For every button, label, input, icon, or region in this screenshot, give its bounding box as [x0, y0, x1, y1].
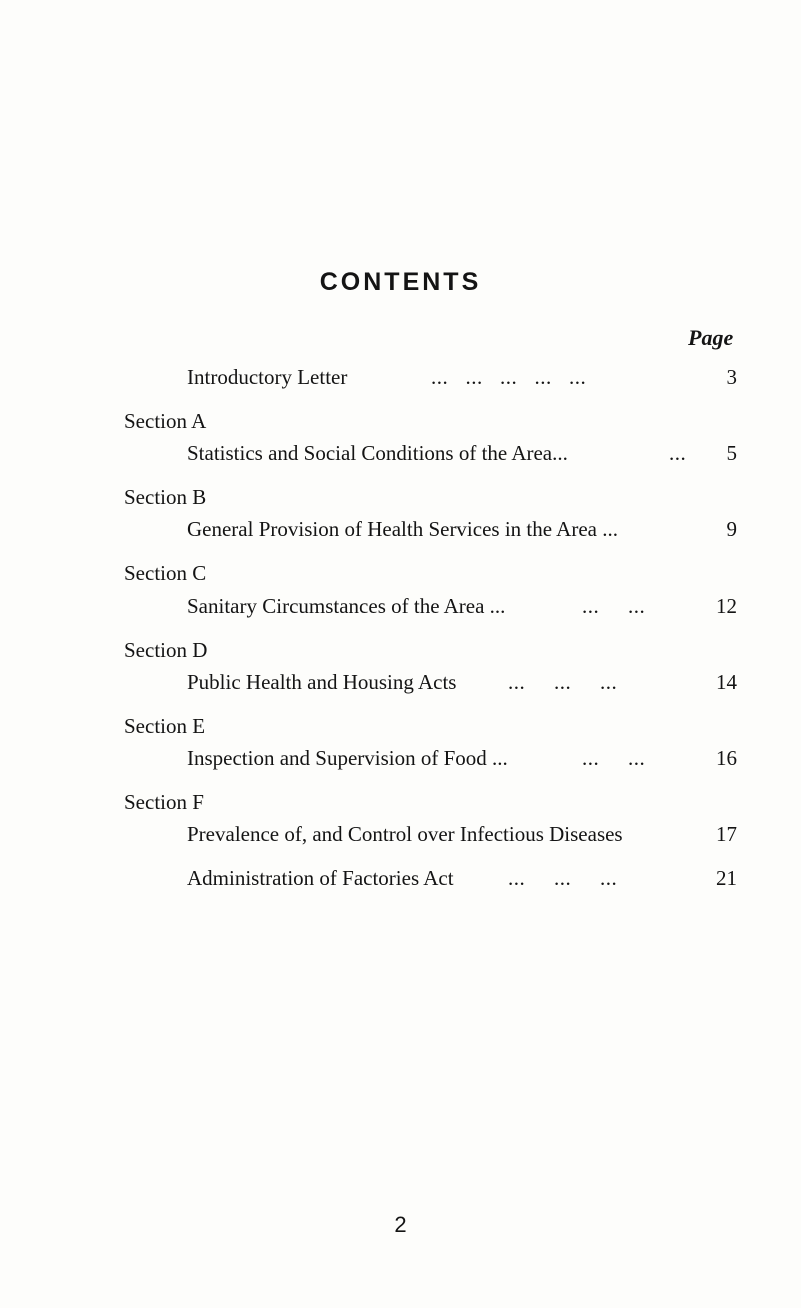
toc-leader-dots: ...	[669, 441, 687, 465]
toc-entry-title: Inspection and Supervision of Food ...	[187, 746, 508, 770]
toc-leader-dots: ... ...	[582, 746, 646, 770]
toc-entry-section-b[interactable]	[187, 517, 737, 547]
section-d-label: Section D	[124, 638, 208, 662]
toc-leader-dots: ... ... ...	[508, 866, 618, 890]
toc-page-number: 14	[716, 670, 737, 694]
toc-entry-title: Prevalence of, and Control over Infectious Diseases	[187, 822, 623, 846]
toc-page-number: 17	[716, 822, 737, 846]
toc-entry-section-f[interactable]	[187, 822, 737, 852]
section-b-label: Section B	[124, 485, 207, 509]
toc-entry-title: Administration of Factories Act	[187, 866, 454, 890]
section-f-label: Section F	[124, 790, 204, 814]
toc-leader-dots: ... ... ... ... ...	[431, 365, 587, 389]
toc-page-number: 5	[726, 441, 737, 465]
section-a-label: Section A	[124, 409, 207, 433]
toc-entry-title: Statistics and Social Conditions of the Area...	[187, 441, 568, 465]
toc-page-number: 12	[716, 594, 737, 618]
toc-entry-title: General Provision of Health Services in the Area ...	[187, 517, 618, 541]
toc-entry-introductory-letter[interactable]	[187, 365, 737, 395]
contents-heading: CONTENTS	[319, 268, 482, 296]
toc-entry-section-a[interactable]	[187, 441, 737, 471]
toc-entry-title: Public Health and Housing Acts	[187, 670, 457, 694]
toc-page-number: 3	[726, 365, 737, 389]
toc-entry-title: Sanitary Circumstances of the Area ...	[187, 594, 506, 618]
section-c-label: Section C	[124, 561, 207, 585]
page-number-footer: 2	[394, 1212, 407, 1237]
toc-leader-dots: ... ...	[582, 594, 646, 618]
toc-page-number: 9	[726, 517, 737, 541]
toc-entry-section-d[interactable]	[187, 670, 737, 700]
page-column-label: Page	[688, 325, 734, 350]
toc-page-number: 21	[716, 866, 737, 890]
toc-entry-section-e[interactable]	[187, 746, 737, 776]
toc-leader-dots: ... ... ...	[508, 670, 618, 694]
toc-entry-title: Introductory Letter	[187, 365, 348, 389]
section-e-label: Section E	[124, 714, 206, 738]
toc-page-number: 16	[716, 746, 737, 770]
toc-entry-factories-act[interactable]	[187, 866, 737, 896]
toc-entry-section-c[interactable]	[187, 594, 737, 624]
